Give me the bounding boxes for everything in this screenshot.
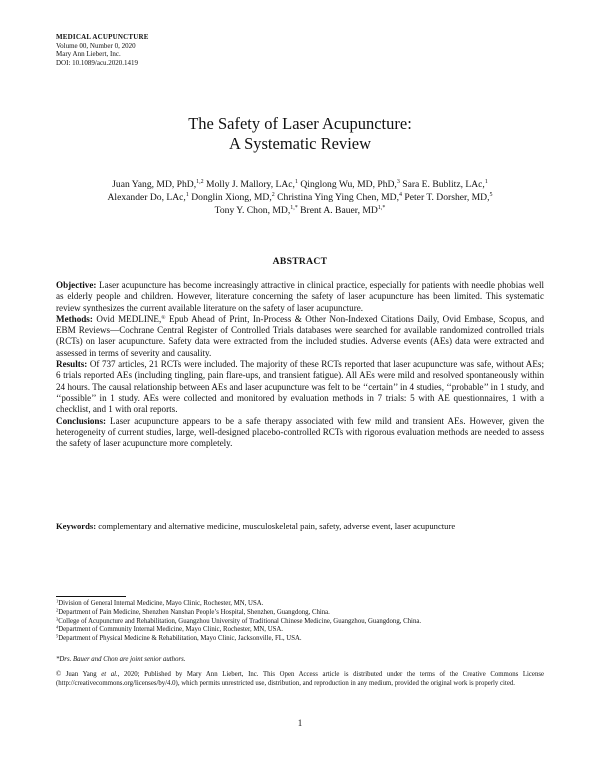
affiliation-5: $^5$Department of Physical Medicine & Rehabilitation, Mayo Clinic, Jacksonville, FL, USA. (56, 633, 302, 643)
author-10: Brent A. Bauer, $MD^{1,*}$ (300, 205, 386, 216)
abstract-methods: Methods: Ovid MEDLINE,® Epub Ahead of Print, In-Process & Other Non-Indexed Citations Daily, Ovid Embase, Scopus, and EBM Reviews—Cochrane Central Register of Controlled Trials databases were searched for available randomized controlled trials (RCTs) on laser acupuncture. Safety data were extracted from the included studies. Adverse events (AEs) data were extracted and assessed in terms of severity and causality. (56, 313, 545, 358)
page-number: 1 (297, 718, 303, 728)
author-6: Donglin Xiong, MD,$^2$ (191, 192, 275, 203)
journal-masthead (56, 33, 356, 67)
author-9: Tony Y. Chon, MD,$^{1,*}$ (214, 205, 298, 216)
journal-publisher: Mary Ann Liebert, Inc. (56, 50, 121, 59)
article-doi: DOI: 10.1089/acu.2020.1419 (56, 58, 139, 67)
abstract-results: Results: Of 737 articles, 21 RCTs were included. The majority of these RCTs reported that laser acupuncture was safe, without AEs; 6 trials reported AEs (including tingling, pain flare-ups, and transient fatigue). All AEs were mild and resolved spontaneously within 24 hours. The causal relationship between AEs and laser acupuncture was felt to be ‘‘certain’’ in 4 studies, ‘‘probable’’ in 1 study, and ‘‘possible’’ in 1 study. AEs were collected and monitored by evaluation methods in 7 trials: 5 with AE questionnaires, 1 with a checklist, and 1 with oral reports. (56, 359, 544, 415)
abstract-conclusions: Conclusions: Laser acupuncture appears to be a safe therapy associated with few mild and transient AEs. However, given the heterogeneity of current studies, large, well-designed placebo-controlled RCTs with rigorous evaluation methods are needed to assess the safety of laser acupuncture more completely. (56, 415, 544, 449)
author-2: Molly J. Mallory, LAc,$^1$ (206, 179, 298, 190)
author-3: Qinglong Wu, MD, PhD,$^3$ (300, 179, 400, 190)
keywords-text: complementary and alternative medicine, musculoskeletal pain, safety, adverse event, laser acupuncture (98, 521, 456, 531)
abstract-objective: Objective: Laser acupuncture has become increasingly attractive in clinical practice, especially for patients with needle phobias well as elderly people and children. However, literature concerning the safety of laser acupuncture has been limited. This systematic review synthesizes the current available literature on the safety of laser acupuncture. (56, 280, 544, 313)
author-8: Peter T. Dorsher, MD,$^5$ (404, 192, 493, 203)
abstract-heading: ABSTRACT (272, 256, 328, 267)
abstract-body (56, 280, 544, 449)
license-statement: © Juan Yang et al., 2020; Published by Mary Ann Liebert, Inc. This Open Access article is distributed under the terms of the Creative Commons License (http://creativecommons.org/licenses/by/4.0), which permits unrestricted use, distribution, and reproduction in any medium, provided the original work is properly cited. (56, 671, 545, 687)
affiliation-2: $^2$Department of Pain Medicine, Shenzhen Nanshan People’s Hospital, Shenzhen, Guangdong, China. (56, 607, 330, 616)
footnote-divider (56, 596, 126, 597)
senior-authors-note: *Drs. Bauer and Chon are joint senior authors. (56, 656, 186, 663)
author-5: Alexander Do, LAc,$^1$ (107, 192, 189, 203)
article-title (60, 114, 540, 154)
journal-volume: Volume 00, Number 0, 2020 (56, 41, 136, 50)
author-1: Juan Yang, MD, PhD,$^{1,2}$ (112, 179, 204, 190)
author-7: Christina Ying Ying Chen, MD,$^4$ (277, 192, 403, 203)
affiliation-list (56, 600, 544, 644)
affiliation-1: $^1$Division of General Internal Medicine, Mayo Clinic, Rochester, MN, USA. (56, 598, 264, 607)
journal-name: MEDICAL ACUPUNCTURE (56, 33, 149, 41)
title-line-1: The Safety of Laser Acupuncture: (188, 114, 412, 133)
author-4: Sara E. Bublitz, LAc,$^1$ (402, 179, 488, 190)
affiliation-4: $^4$Department of Community Internal Medicine, Mayo Clinic, Rochester, MN, USA. (56, 624, 283, 634)
author-list (66, 178, 534, 217)
keywords (56, 521, 544, 532)
keywords-label: Keywords: (56, 521, 97, 531)
affiliation-3: $^3$College of Acupuncture and Rehabilitation, Guangzhou University of Traditional Chinese Medicine, Guangzhou, Guangdong, China. (56, 616, 422, 625)
title-line-2: A Systematic Review (228, 134, 372, 153)
